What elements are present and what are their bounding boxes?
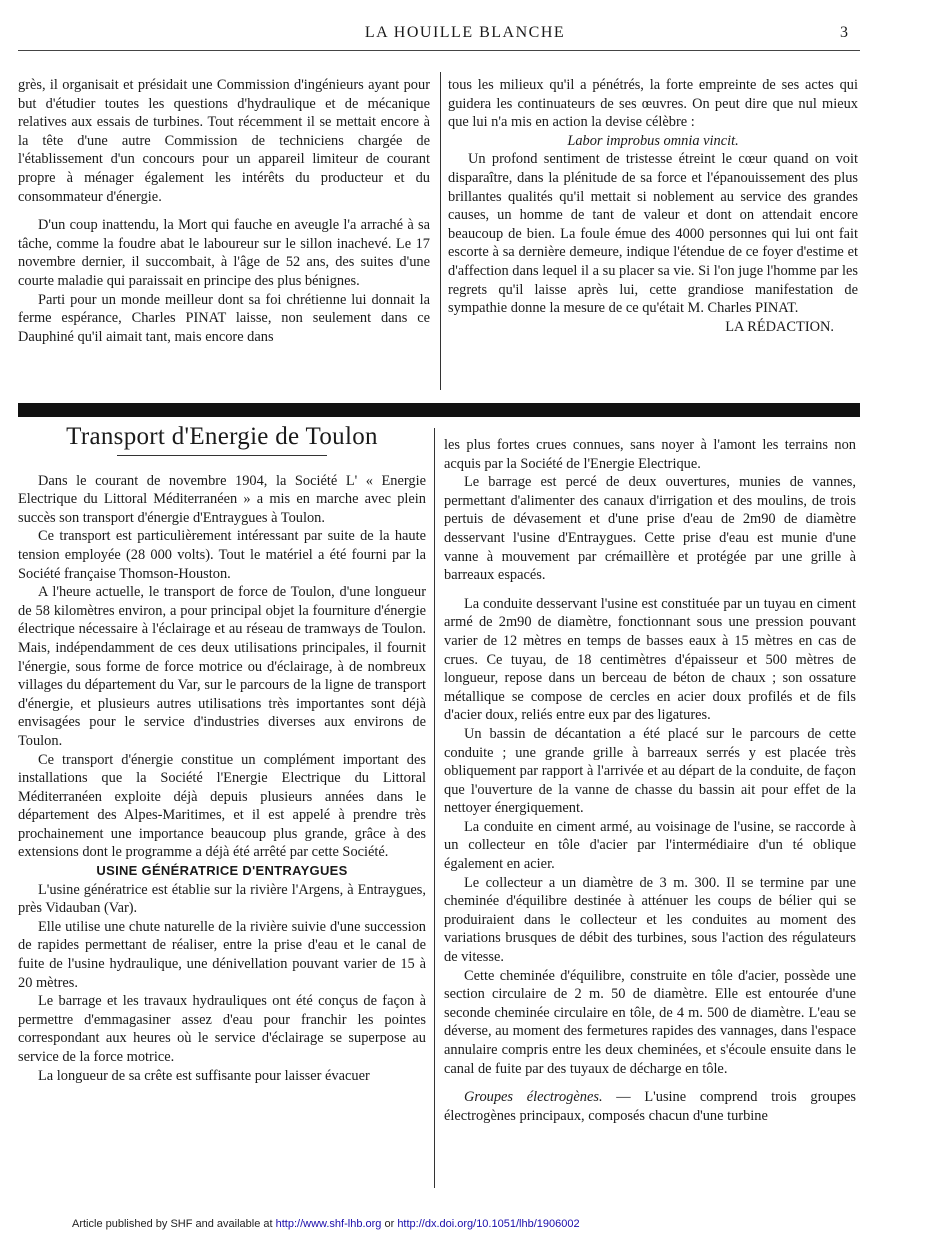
paragraph-text: — L'usine comprend trois groupes électrogènes principaux, composés chacun d'une turbine: [444, 1089, 856, 1124]
paragraph: L'usine génératrice est établie sur la rivière l'Argens, à Entraygues, près Vidauban (Var).: [18, 881, 426, 917]
running-header: [0, 24, 930, 48]
paragraph: La longueur de sa crête est suffisante pour laisser évacuer: [38, 1067, 370, 1084]
header-rule: [18, 50, 860, 51]
shf-link[interactable]: http://www.shf-lhb.org: [275, 1218, 382, 1230]
subsection-lead: Groupes électrogènes.: [464, 1089, 603, 1106]
paragraph: les plus fortes crues connues, sans noyer à l'amont les terrains non acquis par la Société de l'Energie Electrique.: [444, 437, 856, 472]
paragraph: La conduite en ciment armé, au voisinage de l'usine, se raccorde à un collecteur en tôle d'acier par l'intermédiaire d'un té oblique également en acier.: [444, 818, 856, 873]
paragraph: A l'heure actuelle, le transport de force de Toulon, d'une longueur de 58 kilomètres environ, a pour principal objet la fourniture d'énergie électrique nécessaire à l'éclairage et au réseau de tramways de Toulon. Mais, indépendamment de ces deux utilisations principales, il fournit l'énergie, sous forme de force motrice ou d'éclairage, à de nombreux villages du département du Var, sur le parcours de la ligne de transport d'énergie, et plusieurs autres utilisations très importantes sont déjà envisagées pour le service d'industries diverses aux environs de Toulon.: [18, 584, 426, 749]
paragraph: Un bassin de décantation a été placé sur le parcours de cette conduite ; une grande grille à barreaux serrés y est placée très obliquement par rapport à l'arrivée et au départ de la conduite, de façon que l'ouverture de la vanne de chasse du bassin ait pour effet de la nettoyer énergiquement.: [444, 725, 856, 817]
footer-text: Article published by SHF and available at: [72, 1218, 276, 1230]
paragraph: Le barrage est percé de deux ouvertures, munies de vannes, permettant d'alimenter des canaux d'irrigation et des moulins, de trois pertuis de dévasement et d'une prise d'eau de 2m90 de diamètre desservant l'usine d'Entraygues. Cette prise d'eau est munie d'une vanne à mouvement par crémaillère et protégée par une grille à barreaux espacés.: [444, 474, 856, 584]
paragraph: Elle utilise une chute naturelle de la rivière suivie d'une succession de rapides permettant de réaliser, entre la prise d'eau et le canal de fuite de l'usine hydraulique, une dénivellation pouvant varier de 15 à 20 mètres.: [18, 918, 426, 991]
obituary-right-column: [448, 76, 858, 336]
paragraph: Le collecteur a un diamètre de 3 m. 300. Il se termine par une cheminée d'équilibre destinée à atténuer les coups de bélier qui se produiraient dans le collecteur et les conduites au moment des variations brusques de débit des turbines, sous l'action des régulateurs de vitesse.: [444, 874, 856, 966]
section-divider-band: [18, 403, 860, 417]
motto: Labor improbus omnia vincit.: [567, 132, 739, 149]
section-heading: USINE GÉNÉRATRICE D'ENTRAYGUES: [96, 863, 348, 879]
publication-footer: [72, 1218, 580, 1230]
paragraph: Un profond sentiment de tristesse étreint le cœur quand on voit disparaître, dans la plénitude de sa force et l'épanouissement des plus brillantes qualités qu'il mettait si noblement au service des grandes causes, un homme de tant de valeur et dont on attendait encore beaucoup de bien. La foule émue des 4000 personnes qui lui ont fait escorte à sa dernière demeure, indique l'étendue de ce foyer d'estime et d'affection dans lequel il a su placer sa vie. Si l'on juge l'homme par les regrets qu'il laisse après lui, cette grandiose manifestation de sympathie donne la mesure de ce qu'était M. Charles PINAT.: [448, 151, 858, 317]
paragraph: D'un coup inattendu, la Mort qui fauche en aveugle l'a arraché à sa tâche, comme la foudre abat le laboureur sur le sillon inachevé. Le 17 novembre dernier, il succombait, à l'âge de 52 ans, des suites d'une courte maladie qui paraissait en principe des plus bénignes.: [18, 217, 430, 289]
footer-text: or: [381, 1218, 398, 1230]
article-title: Transport d'Energie de Toulon: [66, 423, 378, 450]
paragraph: tous les milieux qu'il a pénétrés, la forte empreinte de ses actes qui guidera les continuateurs de ses œuvres. On peut dire que nul mieux que lui n'a mis en action la devise célèbre :: [448, 77, 858, 131]
paragraph: Dans le courant de novembre 1904, la Société L' « Energie Electrique du Littoral Méditerranéen » a mis en marche avec plein succès son transport d'énergie d'Entraygues à Toulon.: [18, 472, 426, 526]
title-rule: [117, 455, 327, 456]
column-divider: [440, 72, 441, 390]
paragraph: La conduite desservant l'usine est constituée par un tuyau en ciment armé de 2m90 de diamètre, fonctionnant sous une pression pouvant varier de 12 mètres en temps de basses eaux à 15 mètres en cas de crues. Ce tuyau, de 18 centimètres d'épaisseur et 500 mètres de longueur, repose dans un berceau de béton de chaux ; son ossature métallique se compose de cercles en acier doux profilés et de fils d'acier doux, reliés entre eux par des ligatures.: [444, 595, 856, 724]
paragraph: Parti pour un monde meilleur dont sa foi chrétienne lui donnait la ferme espérance, Charles PINAT laisse, non seulement dans ce Dauphiné qu'il aimait tant, mais encore dans: [18, 291, 430, 345]
paragraph: grès, il organisait et présidait une Commission d'ingénieurs ayant pour but d'étudier toutes les questions d'hydraulique et de mécanique relatives aux essais de turbines. Tout récemment il se mettait encore à la tête d'une autre Commission de techniciens chargée de l'établissement d'un concours pour un appareil limiteur de courant propre à ménager également les intérêts du producteur et du consommateur d'énergie.: [18, 77, 430, 205]
article-left-column: [18, 423, 426, 1085]
paragraph: Cette cheminée d'équilibre, construite en tôle d'acier, possède une section circulaire de 2 m. 50 de diamètre. Elle est entourée d'une seconde cheminée circulaire en tôle, de 4 m. 500 de diamètre. L'eau se déverse, au moment des fermetures rapides des vannages, dans l'espace annulaire compris entre les deux cheminées, et s'écoule ensuite dans le canal de fuite par des tuyaux de décharge en tôle.: [444, 967, 856, 1077]
paragraph: [444, 1088, 856, 1125]
paragraph: Le barrage et les travaux hydrauliques ont été conçus de façon à permettre d'emmagasiner assez d'eau pour franchir les pointes correspondant aux heures où le service d'éclairage se superpose au service de la force motrice.: [18, 993, 426, 1065]
signature: LA RÉDACTION.: [725, 318, 834, 335]
page-number: 3: [840, 24, 848, 41]
paragraph: Ce transport est particulièrement intéressant par suite de la haute tension employée (28 000 volts). Tout le matériel a été fourni par la Société française Thomson-Houston.: [18, 528, 426, 582]
paragraph: Ce transport d'énergie constitue un complément important des installations que la Société l'Energie Electrique du Littoral Méditerranéen exploite déjà depuis plusieurs années dans le département des Alpes-Maritimes, et il est appelé à prendre très prochainement une importance beaucoup plus grande, grâce à des extensions dont le programme a déjà été arrêté par cette Société.: [18, 751, 426, 861]
column-divider: [434, 428, 435, 1188]
article-right-column: [444, 436, 856, 1125]
doi-link[interactable]: http://dx.doi.org/10.1051/lhb/1906002: [397, 1218, 580, 1230]
obituary-left-column: [18, 76, 430, 346]
journal-title: LA HOUILLE BLANCHE: [364, 24, 566, 41]
